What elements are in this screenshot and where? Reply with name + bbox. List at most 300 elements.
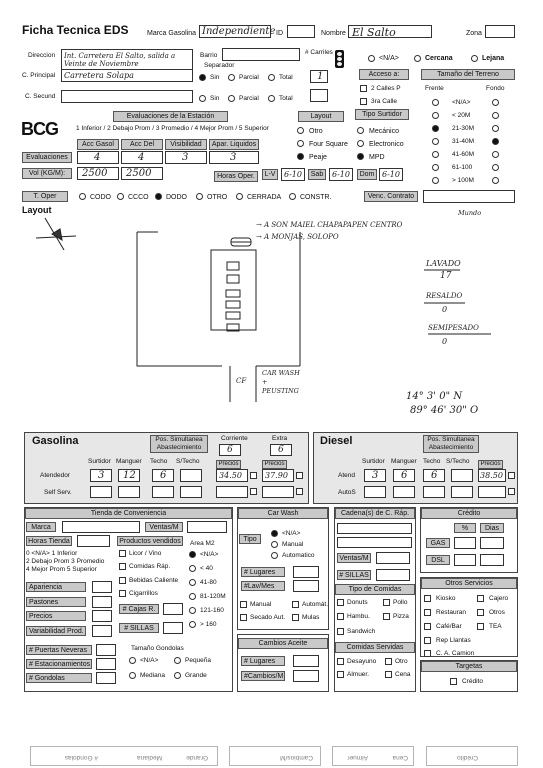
cena-checkbox[interactable] (385, 671, 392, 678)
surtidor-mpd-label: MPD (369, 154, 385, 161)
gas-ss-techo[interactable] (152, 486, 174, 498)
cafe-checkbox[interactable] (424, 623, 431, 630)
dsl-precio-check[interactable] (508, 472, 515, 479)
toper-ccco-label: CCCO (128, 194, 149, 201)
hambu-label: Hambu. (347, 613, 370, 620)
variabilidad-label: Variabilidad Prod. (26, 626, 86, 636)
layout-note-lavado: LAVADO (426, 259, 461, 268)
credito-gas-pct[interactable] (454, 537, 476, 549)
area-na-label: <N/A> (200, 551, 219, 558)
dsl-as-stecho[interactable] (451, 486, 473, 498)
variabilidad-field[interactable] (92, 625, 112, 637)
nombre-value: El Salto (352, 26, 396, 39)
dsl-techo-field[interactable] (423, 469, 445, 482)
tipo-surtidor-header: Tipo Surtidor (355, 109, 409, 120)
credito-gas-dias[interactable] (480, 537, 504, 549)
almuer-label: Almuer. (347, 671, 370, 678)
credito-header: Crédito (421, 508, 517, 519)
cadenas-sillas-label: # SILLAS (337, 570, 371, 580)
dos-calles-label: 2 Calles P (371, 85, 401, 92)
gas-precio-1-value: 34.50 (219, 471, 242, 480)
rep-llantas-checkbox[interactable] (424, 637, 431, 644)
sep2-sin-label: Sin (210, 95, 220, 102)
dsl-atend-label: Atend (338, 472, 355, 479)
tres-calle-label: 3ra Calle (371, 98, 398, 105)
lejana-label: Lejana (482, 55, 505, 62)
evaluaciones-header: Evaluaciones de la Estación (113, 111, 228, 122)
tamano-label-0: <N/A> (452, 99, 471, 106)
gas-col-surtidor: Surtidor (88, 458, 111, 465)
layout-note-carwash: CAR WASH + PEUSTING (262, 369, 300, 395)
comidas-servidas-header: Comidas Servidas (335, 642, 415, 653)
gas-techo-value: 6 (160, 470, 167, 481)
tamano-label-3: 31-40M (452, 138, 475, 145)
tienda-header: Tienda de Conveniencia (25, 508, 232, 519)
direccion-label: Direccion (28, 52, 56, 59)
restauran-checkbox[interactable] (424, 609, 431, 616)
horas-tienda-label: Horas Tienda (26, 536, 72, 546)
puertas-label: # Puertas Neveras (26, 645, 92, 655)
acceso-header: Acceso a: (359, 69, 409, 80)
reverse-page-bleed (30, 745, 518, 768)
credito-gas-label: GAS (426, 538, 450, 548)
layout-peaje-label: Peaje (309, 154, 327, 161)
otros-section (420, 577, 518, 657)
csecund-label: C. Secund (25, 93, 56, 100)
gas-techo-field[interactable] (152, 469, 174, 482)
corriente-label: Corriente (221, 435, 248, 442)
gasolina-pos-label: Pos. Simultanea Abastecimiento (150, 435, 208, 453)
tienda-scale-1: 0 <N/A> 1 Inferior (26, 550, 78, 557)
gas-surtidor-value: 3 (98, 470, 105, 481)
cw-automat-label: Automát. (302, 601, 329, 608)
evaluaciones-row-label: Evaluaciones (22, 152, 72, 163)
targeta-credito-checkbox[interactable] (450, 678, 457, 685)
area-121-160-label: 121-160 (200, 607, 224, 614)
credito-dias-label: Dias (480, 523, 504, 533)
tamano-label-2: 21-30M (452, 125, 475, 132)
toper-dodo-label: DODO (166, 194, 187, 201)
almuer-checkbox[interactable] (337, 671, 344, 678)
tienda-marca-label: Marca (26, 522, 56, 532)
gondolas-label: # Gondolas (26, 673, 92, 683)
tienda-ventas-field[interactable] (187, 521, 227, 533)
gas-ss-stecho[interactable] (180, 486, 202, 498)
col-acc-gasol: Acc Gasol (77, 139, 119, 150)
cafe-label: Café/Bar (436, 623, 462, 630)
evaluaciones-scale: 1 Inferior / 2 Debajo Prom / 3 Promedio / 4 Mejor Prom / 5 Superior (76, 125, 269, 132)
sab-label: Sab (308, 169, 326, 180)
col-visibilidad: Visibilidad (165, 139, 207, 150)
apariencia-field[interactable] (92, 581, 112, 593)
credito-dsl-label: DSL (426, 555, 450, 565)
lv-value: 6-10 (284, 170, 302, 179)
lavmes-label: #Lav/Mes (241, 581, 285, 591)
gas-precio-1-field[interactable] (216, 469, 248, 482)
fondo-label: Fondo (486, 85, 505, 92)
tamano-gondolas-label: Tamaño Gondolas (131, 645, 184, 652)
gas-col-precios-1: Precios (216, 460, 241, 469)
extra-field[interactable] (270, 444, 292, 456)
tienda-sillas-field[interactable] (163, 622, 183, 634)
tamano-label-6: > 100M (452, 177, 474, 184)
gas-ss-precio-1-check[interactable] (250, 488, 257, 495)
dsl-manguer-field[interactable] (393, 469, 415, 482)
carwash-lugares-label: # Lugares (241, 567, 285, 577)
estac-field[interactable] (96, 658, 116, 670)
tamano-header: Tamaño del Terreno (421, 69, 515, 80)
vol-label: Vol (KG/M): (22, 168, 72, 179)
lv-label: L-V (262, 169, 278, 180)
col-acc-del: Acc Del (121, 139, 163, 150)
gas-ss-precio-2[interactable] (262, 486, 294, 498)
cercana-label: Cercana (425, 55, 453, 62)
gondola-pequena-radio[interactable] (174, 657, 181, 664)
layout-otro-label: Otro (309, 128, 323, 135)
toper-codo-label: CODO (90, 194, 111, 201)
pollo-checkbox[interactable] (383, 599, 390, 606)
layout-header: Layout (298, 111, 344, 122)
carwash-manual-radio[interactable] (271, 541, 278, 548)
cw-manual-checkbox[interactable] (240, 601, 247, 608)
layout-note-cf: CF (236, 377, 247, 385)
otro-comida-checkbox[interactable] (385, 658, 392, 665)
layout-note-semipesado: SEMIPESADO (428, 324, 479, 332)
tienda-scale-2: 2 Debajo Prom 3 Promedio (26, 558, 105, 565)
toper-label: T. Oper (22, 191, 68, 202)
dom-value: 6-10 (382, 170, 400, 179)
otros-label: Otros (489, 609, 505, 616)
kiosko-label: Kiosko (436, 595, 456, 602)
dsl-as-precio[interactable] (478, 486, 506, 498)
gas-col-precios-2: Precios (262, 460, 287, 469)
cw-secado-checkbox[interactable] (240, 614, 247, 621)
kiosko-checkbox[interactable] (424, 595, 431, 602)
tea-label: TEA (489, 623, 502, 630)
page-title: Ficha Tecnica EDS (22, 23, 129, 37)
layout-four-square-label: Four Square (309, 141, 348, 148)
cprincipal-value: Carretera Solapa (64, 71, 134, 80)
gondola-grande-radio[interactable] (174, 672, 181, 679)
pastones-field[interactable] (92, 596, 112, 608)
layout-note-lavado-value: 17 (440, 271, 452, 281)
toper-constr-label: CONSTR. (300, 194, 332, 201)
bebidas-checkbox[interactable] (119, 577, 126, 584)
cigarrillos-label: Cigarrillos (129, 590, 158, 597)
targeta-credito-label: Crédito (462, 678, 483, 685)
licor-checkbox[interactable] (119, 550, 126, 557)
cambios-lugares-field[interactable] (293, 655, 319, 667)
estac-label: # Estacionamientos (26, 659, 92, 669)
credito-dsl-pct[interactable] (454, 554, 476, 566)
tienda-ventas-label: Ventas/M (145, 522, 183, 532)
gondola-mediana-label: Mediana (140, 672, 165, 679)
carwash-na-radio[interactable] (271, 530, 278, 537)
gas-col-stecho: S/Techo (176, 458, 200, 465)
col-apar-liquidos: Apar. Liquidos (209, 139, 259, 150)
layout-note-road-2: → A MONJAS, SOLOPO (256, 233, 339, 241)
frente-label: Frente (425, 85, 444, 92)
mirror-credito: Crédito (457, 754, 478, 761)
dsl-stecho-field[interactable] (451, 469, 473, 482)
gas-precio-2-value: 37.90 (265, 471, 288, 480)
dsl-col-surtidor: Surtidor (362, 458, 385, 465)
distancia-na-label: <N/A> (379, 55, 399, 62)
cajero-label: Cajero (489, 595, 509, 602)
otros-checkbox[interactable] (477, 609, 484, 616)
gondola-grande-label: Grande (185, 672, 207, 679)
carwash-auto-radio[interactable] (271, 552, 278, 559)
carwash-header: Car Wash (238, 508, 328, 519)
toper-cerrada-label: CERRADA (247, 194, 282, 201)
lavmes-field[interactable] (293, 580, 319, 592)
cprincipal-label: C. Principal (22, 72, 56, 79)
dsl-surtidor-field[interactable] (364, 469, 386, 482)
mirror-almuer: Almuer (347, 754, 368, 761)
venc-contrato-label: Venc. Contrato (364, 191, 418, 202)
horas-tienda-field[interactable] (77, 535, 110, 547)
gas-precio-2-check[interactable] (296, 472, 303, 479)
cadenas-ventas-field[interactable] (376, 552, 410, 564)
dsl-precio-value: 38.50 (480, 471, 503, 480)
donuts-checkbox[interactable] (337, 599, 344, 606)
cw-mulas-checkbox[interactable] (292, 614, 299, 621)
dsl-col-manguer: Manguer (391, 458, 417, 465)
ca-camion-checkbox[interactable] (424, 650, 431, 657)
dsl-as-surtidor[interactable] (364, 486, 386, 498)
dsl-precio-field[interactable] (478, 469, 506, 482)
tienda-scale-3: 4 Mejor Prom 5 Superior (26, 566, 97, 573)
diesel-pos-label: Pos. Simultanea Abastecimiento (423, 435, 479, 453)
cadenas-sillas-field[interactable] (376, 569, 410, 581)
ca-camion-label: C. A. Camion (436, 650, 475, 657)
cajas-field[interactable] (163, 603, 183, 615)
layout-note-resaldo-value: 0 (442, 305, 448, 314)
gas-col-techo: Techo (150, 458, 168, 465)
desayuno-checkbox[interactable] (337, 658, 344, 665)
bcg-logo: BCG (21, 119, 58, 139)
precios-field[interactable] (92, 610, 112, 622)
cw-secado-label: Secado Aut. (250, 614, 286, 621)
credito-dsl-dias[interactable] (480, 554, 504, 566)
cadenas-ventas-label: Ventas/M (337, 553, 371, 563)
desayuno-label: Desayuno (347, 658, 377, 665)
area-40-label: < 40 (200, 565, 213, 572)
gondola-na-radio[interactable] (129, 657, 136, 664)
carwash-lugares-field[interactable] (293, 566, 319, 578)
dsl-col-techo: Techo (423, 458, 441, 465)
vol-value-1: 2500 (82, 168, 108, 179)
barrio-label: Barrio (200, 52, 218, 59)
cambios-header: Cambios Aceite (238, 638, 328, 649)
sandwich-label: Sandwich (347, 628, 376, 635)
dom-label: Dom (357, 169, 377, 180)
gondola-na-label: <N/A> (140, 657, 159, 664)
surtidor-mecanico-label: Mecánico (369, 128, 399, 135)
marca-label: Marca Gasolina (147, 30, 197, 37)
cajas-label: # Cajas R. (119, 604, 159, 614)
area-41-80-label: 41-80 (200, 579, 217, 586)
otro-comida-label: Otro (395, 658, 408, 665)
layout-note-mundo: Mundo (458, 209, 482, 217)
carwash-manual-label: Manual (282, 541, 304, 548)
sab-value: 6-10 (332, 170, 350, 179)
mirror-gondolas: # Gondolas (64, 754, 98, 761)
cajero-checkbox[interactable] (477, 595, 484, 602)
gas-surtidor-field[interactable] (90, 469, 112, 482)
area-81-120-radio[interactable] (189, 593, 196, 600)
extra-value: 6 (278, 445, 284, 455)
apariencia-label: Apariencia (26, 582, 86, 592)
pizza-checkbox[interactable] (383, 613, 390, 620)
dsl-manguer-value: 6 (401, 470, 408, 481)
carwash-na-label: <N/A> (282, 530, 301, 537)
cw-automat-checkbox[interactable] (292, 601, 299, 608)
sep2-total-label: Total (279, 95, 293, 102)
selfserv-label: Self Serv. (44, 489, 72, 496)
layout-note-lat: 14° 3' 0" N (406, 391, 463, 402)
tienda-marca-field[interactable] (62, 521, 140, 533)
mirror-cena: Cena (392, 754, 408, 761)
surtidor-electronico-label: Electronico (369, 141, 404, 148)
gas-precio-1-check[interactable] (250, 472, 257, 479)
targetas-header: Targetas (421, 661, 517, 672)
comidas-rap-checkbox[interactable] (119, 563, 126, 570)
cadenas-header: Cadena(s) de C. Ráp. (335, 508, 415, 519)
tamano-label-1: < 20M (452, 112, 471, 119)
layout-note-lon: 89° 46' 30" O (410, 405, 479, 416)
gas-precio-2-field[interactable] (262, 469, 294, 482)
eval-acc-gasol-value: 4 (94, 152, 101, 163)
donuts-label: Donuts (347, 599, 368, 606)
hambu-checkbox[interactable] (337, 613, 344, 620)
corriente-value: 6 (227, 445, 233, 455)
tamano-label-4: 41-60M (452, 151, 475, 158)
eval-visibilidad-value: 3 (182, 152, 189, 163)
eval-acc-del-value: 4 (138, 152, 145, 163)
area-160-radio[interactable] (189, 621, 196, 628)
area-81-120-label: 81-120M (200, 593, 226, 600)
dsl-col-stecho: S/Techo (446, 458, 470, 465)
cadena-field-2[interactable] (337, 537, 412, 548)
extra-label: Extra (272, 435, 288, 442)
gas-ss-precio-2-check[interactable] (296, 488, 303, 495)
tienda-sillas-label: # SILLAS (119, 623, 159, 633)
mirror-mediana: Mediana (137, 754, 162, 761)
gas-ss-precio-1[interactable] (216, 486, 248, 498)
marca-value: Independiente (202, 26, 276, 37)
sep1-sin-label: Sin (210, 74, 220, 81)
sep1-parcial-label: Parcial (239, 74, 259, 81)
gondola-mediana-radio[interactable] (129, 672, 136, 679)
layout-note-road-1: → A SON MAIEL CHAPAPAPEN CENTRO (256, 221, 403, 229)
tipo-comidas-header: Tipo de Comidas (335, 584, 415, 595)
id-label: ID (276, 30, 283, 37)
carwash-tipo-label: Tipo (239, 534, 261, 544)
tamano-label-5: 61-100 (452, 164, 473, 171)
licor-label: Licor / Vino (129, 550, 162, 557)
carwash-auto-label: Automatico (282, 552, 315, 559)
carriles-value: 1 (317, 71, 324, 82)
vol-value-2: 2500 (126, 168, 152, 179)
pastones-label: Pastones (26, 597, 86, 607)
layout-note-resaldo: RESALDO (426, 292, 463, 300)
carriles-label: # Carriles (305, 49, 333, 56)
atendedor-label: Atendedor (40, 472, 70, 479)
gas-ss-manguer[interactable] (118, 486, 140, 498)
corriente-field[interactable] (219, 444, 241, 456)
productos-label: Productos vendidos (117, 536, 183, 546)
dsl-col-precios: Precios (478, 460, 503, 469)
gasolina-title: Gasolina (32, 435, 79, 447)
area-na-radio[interactable] (189, 551, 196, 558)
gas-col-manguer: Manguer (116, 458, 142, 465)
sep1-total-label: Total (279, 74, 293, 81)
gas-ss-surtidor[interactable] (90, 486, 112, 498)
layout-title: Layout (22, 205, 52, 215)
zona-label: Zona (466, 30, 482, 37)
cw-mulas-label: Mulas (302, 614, 320, 621)
eval-apar-liquidos-value: 3 (230, 152, 237, 163)
separador-label: Separador (204, 62, 235, 69)
cw-manual-label: Manual (250, 601, 272, 608)
gas-manguer-value: 12 (123, 470, 136, 481)
mirror-grande: Grande (186, 754, 208, 761)
gas-stecho-field[interactable] (180, 469, 202, 482)
rep-llantas-label: Rep Llantas (436, 637, 471, 644)
puertas-field[interactable] (96, 644, 116, 656)
pollo-label: Pollo (393, 599, 408, 606)
restauran-label: Restauran (436, 609, 466, 616)
mirror-cambios: Cambios/M (280, 754, 313, 761)
sep2-parcial-label: Parcial (239, 95, 259, 102)
layout-note-semipesado-value: 0 (442, 337, 448, 346)
dsl-as-precio-check[interactable] (508, 488, 515, 495)
dsl-techo-value: 6 (431, 470, 438, 481)
credito-pct-label: % (454, 523, 476, 533)
area-40-radio[interactable] (189, 565, 196, 572)
otros-header: Otros Servicios (421, 578, 517, 589)
toper-otro-label: OTRO (207, 194, 228, 201)
cadena-field-1[interactable] (337, 523, 412, 534)
dsl-as-manguer[interactable] (393, 486, 415, 498)
cambios-m-label: #Cambios/M (241, 671, 285, 681)
area-160-label: > 160 (200, 621, 217, 628)
sandwich-checkbox[interactable] (337, 628, 344, 635)
tea-checkbox[interactable] (477, 623, 484, 630)
area-label: Area M2 (190, 540, 215, 547)
dsl-surtidor-value: 3 (372, 470, 379, 481)
direccion-value: Int. Carretera El Salto, salida a Veinte de Noviembre (64, 52, 176, 68)
area-41-80-radio[interactable] (189, 579, 196, 586)
cigarrillos-checkbox[interactable] (119, 590, 126, 597)
precios-label: Precios (26, 611, 86, 621)
cambios-m-field[interactable] (293, 670, 319, 682)
gondola-pequena-label: Pequeña (185, 657, 212, 664)
pizza-label: Pizza (393, 613, 409, 620)
dsl-autos-label: AutoS (338, 489, 356, 496)
gas-manguer-field[interactable] (118, 469, 140, 482)
gondolas-field[interactable] (96, 672, 116, 684)
dsl-as-techo[interactable] (423, 486, 445, 498)
nombre-label: Nombre (321, 30, 346, 37)
horas-oper-label: Horas Oper. (214, 171, 258, 182)
area-121-160-radio[interactable] (189, 607, 196, 614)
bebidas-label: Bebidas Caliente (129, 577, 179, 584)
cambios-lugares-label: # Lugares (241, 656, 285, 666)
diesel-title: Diesel (320, 435, 353, 447)
comidas-rap-label: Comidas Ráp. (129, 563, 171, 570)
